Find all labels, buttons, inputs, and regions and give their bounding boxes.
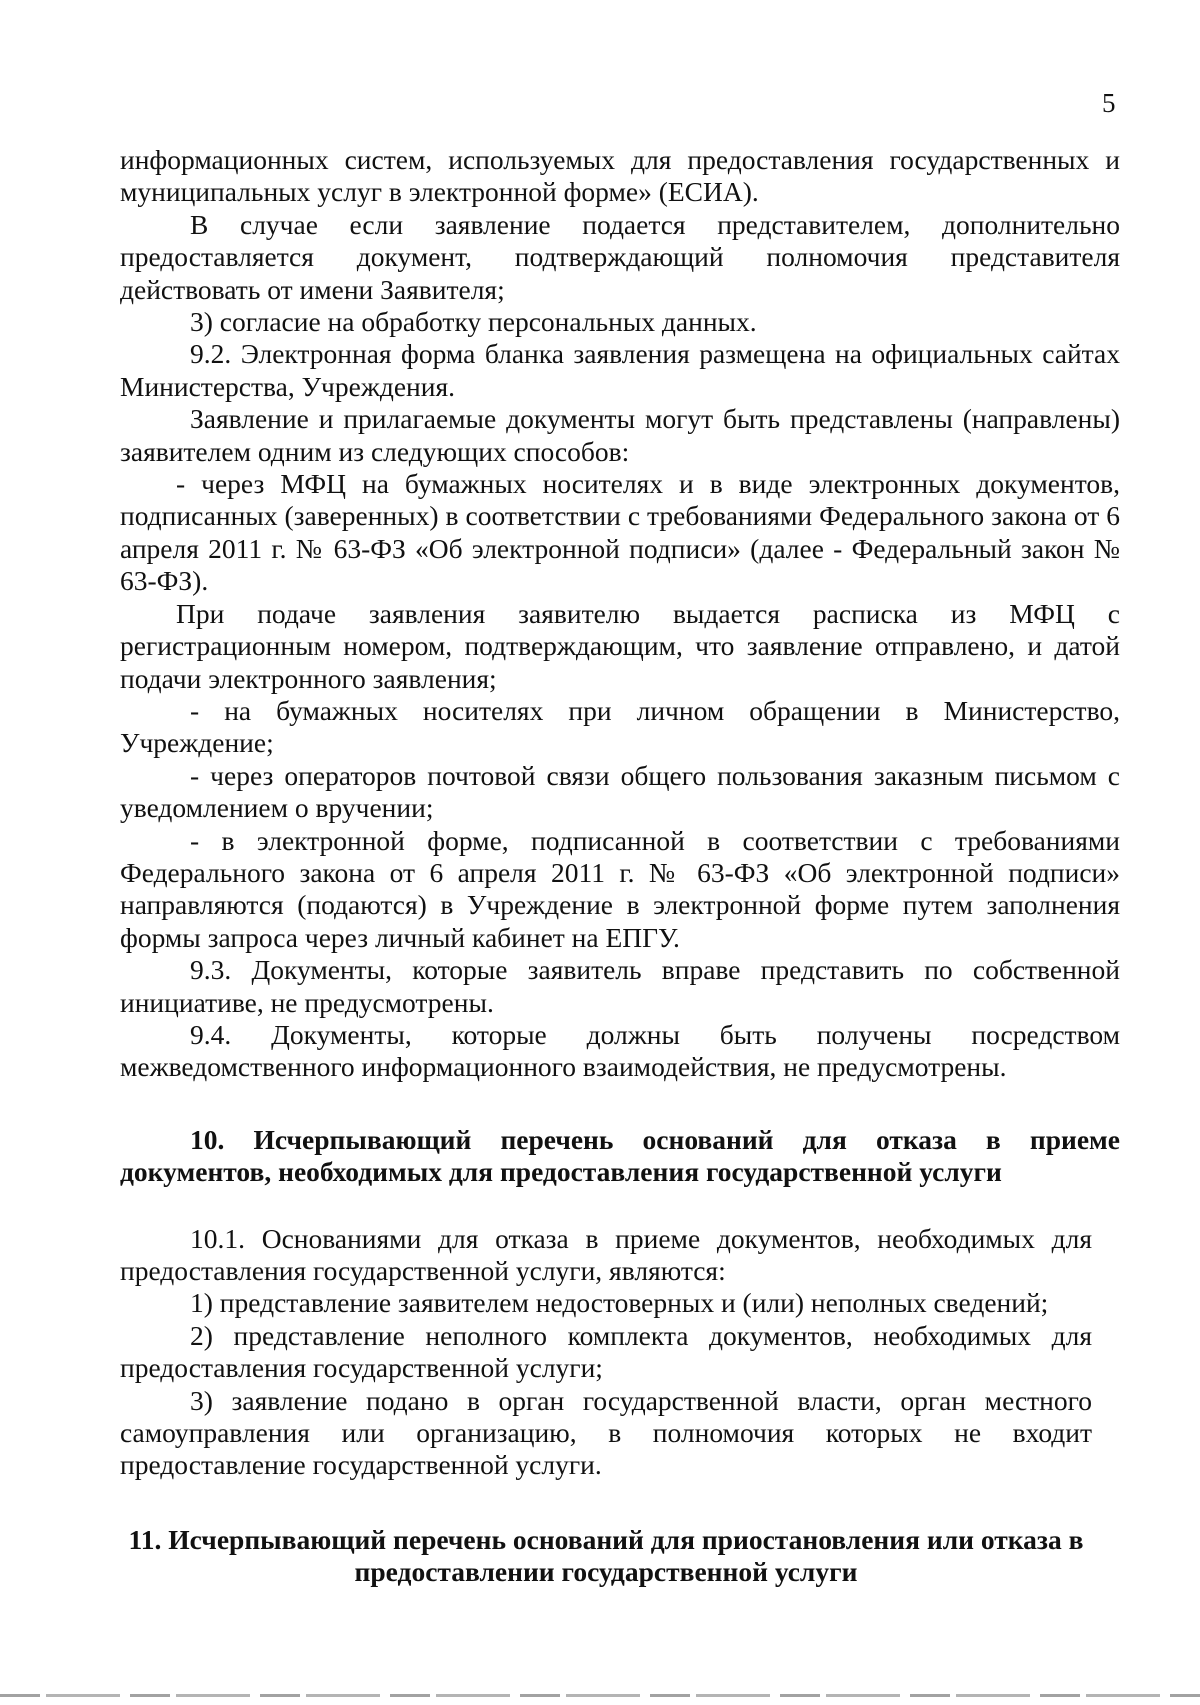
list-item: - через МФЦ на бумажных носителях и в виде электронных документов, подписанных (заверенных) в соответствии с требованиями Федерального закона от 6 апреля 2011 г. № 63-ФЗ «Об электронной подписи» (далее - Федеральный закон № 63-ФЗ). — [120, 468, 1120, 597]
paragraph: Заявление и прилагаемые документы могут быть представлены (направлены) заявителем одним из следующих способов: — [120, 403, 1120, 467]
list-item: 3) заявление подано в орган государственной власти, орган местного самоуправления или организацию, в полномочия которых не входит предоставление государственной услуги. — [120, 1384, 1092, 1481]
list-item: 2) представление неполного комплекта документов, необходимых для предоставления государственной услуги; — [120, 1319, 1092, 1384]
list-item: 1) представление заявителем недостоверных и (или) неполных сведений; — [190, 1287, 1049, 1319]
page-number: 5 — [1102, 88, 1116, 118]
paragraph: 10.1. Основаниями для отказа в приеме документов, необходимых для предоставления государственной услуги, являются: — [120, 1222, 1092, 1286]
scan-edge-line — [0, 1694, 1200, 1697]
paragraph: В случае если заявление подается представителем, дополнительно предоставляется документ, подтверждающий полномочия представителя действовать от имени Заявителя; — [120, 208, 1120, 305]
paragraph: 9.2. Электронная форма бланка заявления размещена на официальных сайтах Министерства, Учреждения. — [120, 338, 1120, 402]
paragraph: При подаче заявления заявителю выдается расписка из МФЦ с регистрационным номером, подтверждающим, что заявление отправлено, и датой подачи электронного заявления; — [120, 597, 1120, 694]
paragraph: 3) согласие на обработку персональных данных. — [190, 306, 757, 338]
section-10-body — [120, 1223, 1120, 1482]
paragraph: 9.4. Документы, которые должны быть получены посредством межведомственного информационного взаимодействия, не предусмотрены. — [120, 1018, 1120, 1083]
list-item: - в электронной форме, подписанной в соответствии с требованиями Федерального закона от 6 апреля 2011 г. № 63-ФЗ «Об электронной подписи» направляются (подаются) в Учреждение в электронной форме путем заполнения формы запроса через личный кабинет на ЕПГУ. — [120, 824, 1120, 953]
paragraph: 9.3. Документы, которые заявитель вправе представить по собственной инициативе, не предусмотрены. — [120, 954, 1120, 1018]
list-item: - через операторов почтовой связи общего пользования заказным письмом с уведомлением о вручении; — [120, 759, 1120, 824]
document-body — [120, 144, 1120, 1589]
list-item: - на бумажных носителях при личном обращении в Министерство, Учреждение; — [120, 694, 1120, 759]
section-10-heading: 10. Исчерпывающий перечень оснований для отказа в приеме документов, необходимых для предоставления государственной услуги — [120, 1123, 1120, 1188]
section-11-heading: 11. Исчерпывающий перечень оснований для приостановления или отказа в предоставлении государственной услуги — [128, 1523, 1084, 1588]
paragraph: информационных систем, используемых для предоставления государственных и муниципальных услуг в электронной форме» (ЕСИА). — [120, 144, 1120, 208]
